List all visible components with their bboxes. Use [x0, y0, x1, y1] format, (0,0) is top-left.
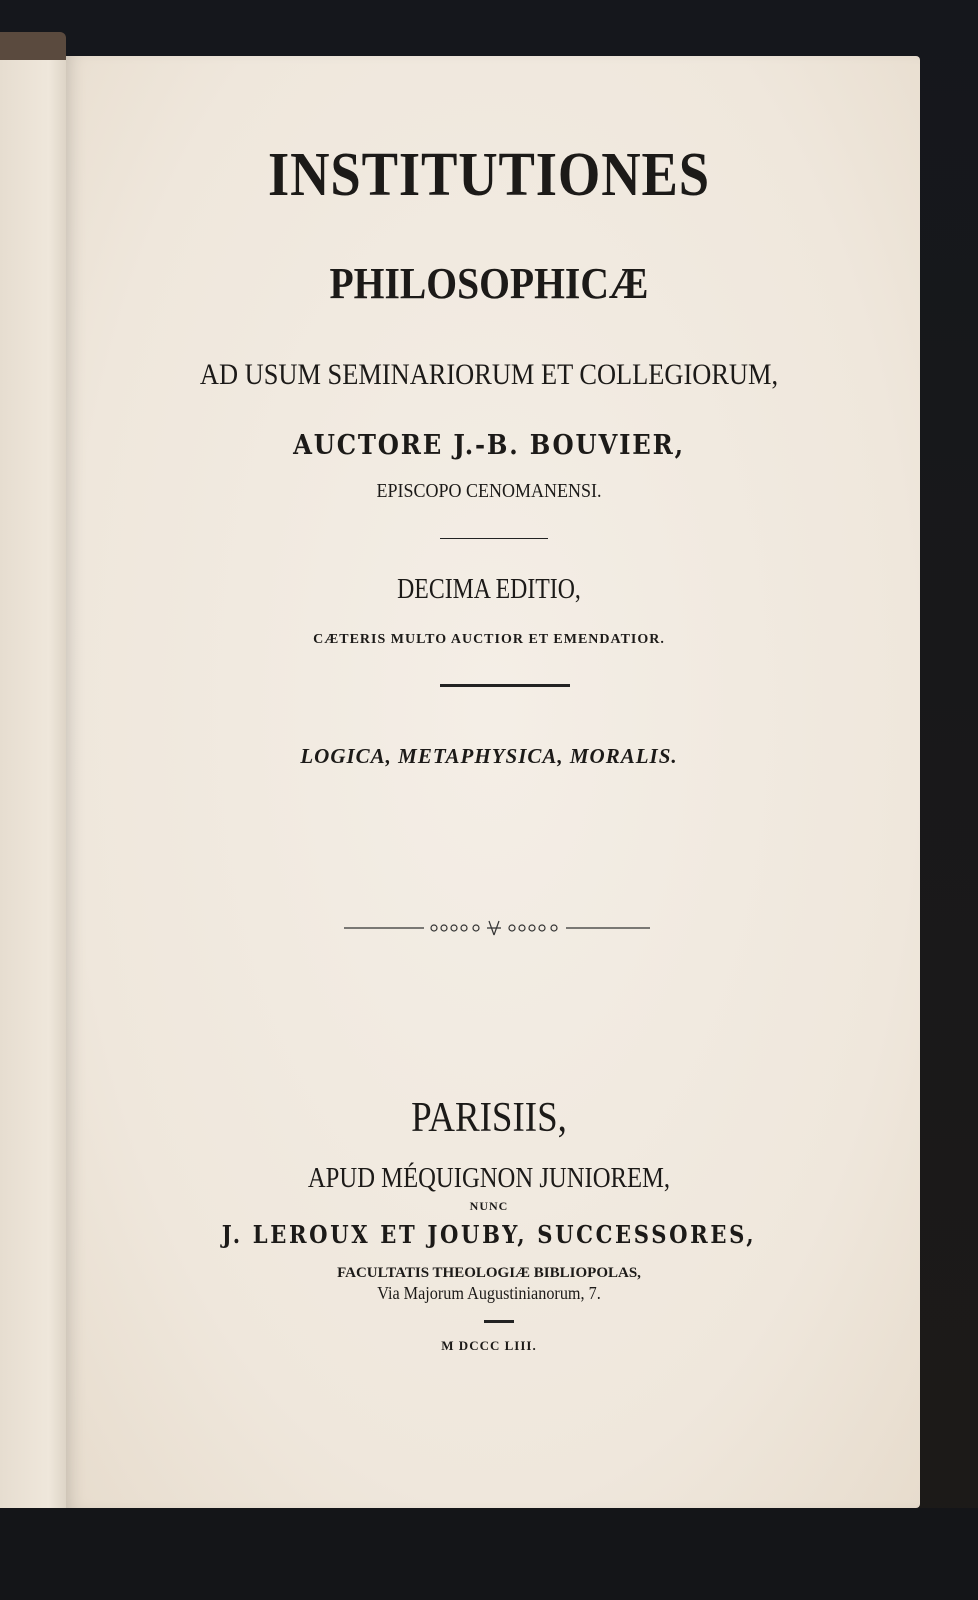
contents-line: LOGICA, METAPHYSICA, MORALIS. [300, 744, 678, 768]
city: PARISIIS, [411, 1095, 567, 1141]
divider [440, 538, 548, 539]
address: Via Majorum Augustinianorum, 7. [377, 1283, 601, 1303]
edition-note: CÆTERIS MULTO AUCTIOR ET EMENDATIOR. [313, 632, 665, 647]
year: M DCCC LIII. [441, 1338, 537, 1353]
author-title: EPISCOPO CENOMANENSI. [376, 480, 602, 502]
ornament-divider-icon [344, 918, 650, 938]
edition-line: DECIMA EDITIO, [397, 574, 581, 605]
background [0, 1508, 978, 1600]
publisher-role: FACULTATIS THEOLOGIÆ BIBLIOPOLAS, [337, 1265, 641, 1281]
book-subtitle: PHILOSOPHICÆ [329, 259, 649, 308]
successors: J. LEROUX ET JOUBY, SUCCESSORES, [221, 1220, 757, 1249]
now-label: NUNC [469, 1199, 509, 1213]
publisher: APUD MÉQUIGNON JUNIOREM, [307, 1162, 671, 1194]
book-spine [0, 32, 66, 62]
divider [440, 684, 570, 687]
author-line: AUCTORE J.-B. BOUVIER, [293, 430, 685, 461]
purpose-line: AD USUM SEMINARIORUM ET COLLEGIORUM, [199, 358, 779, 391]
book-title: INSTITUTIONES [267, 141, 711, 209]
divider [484, 1320, 514, 1323]
